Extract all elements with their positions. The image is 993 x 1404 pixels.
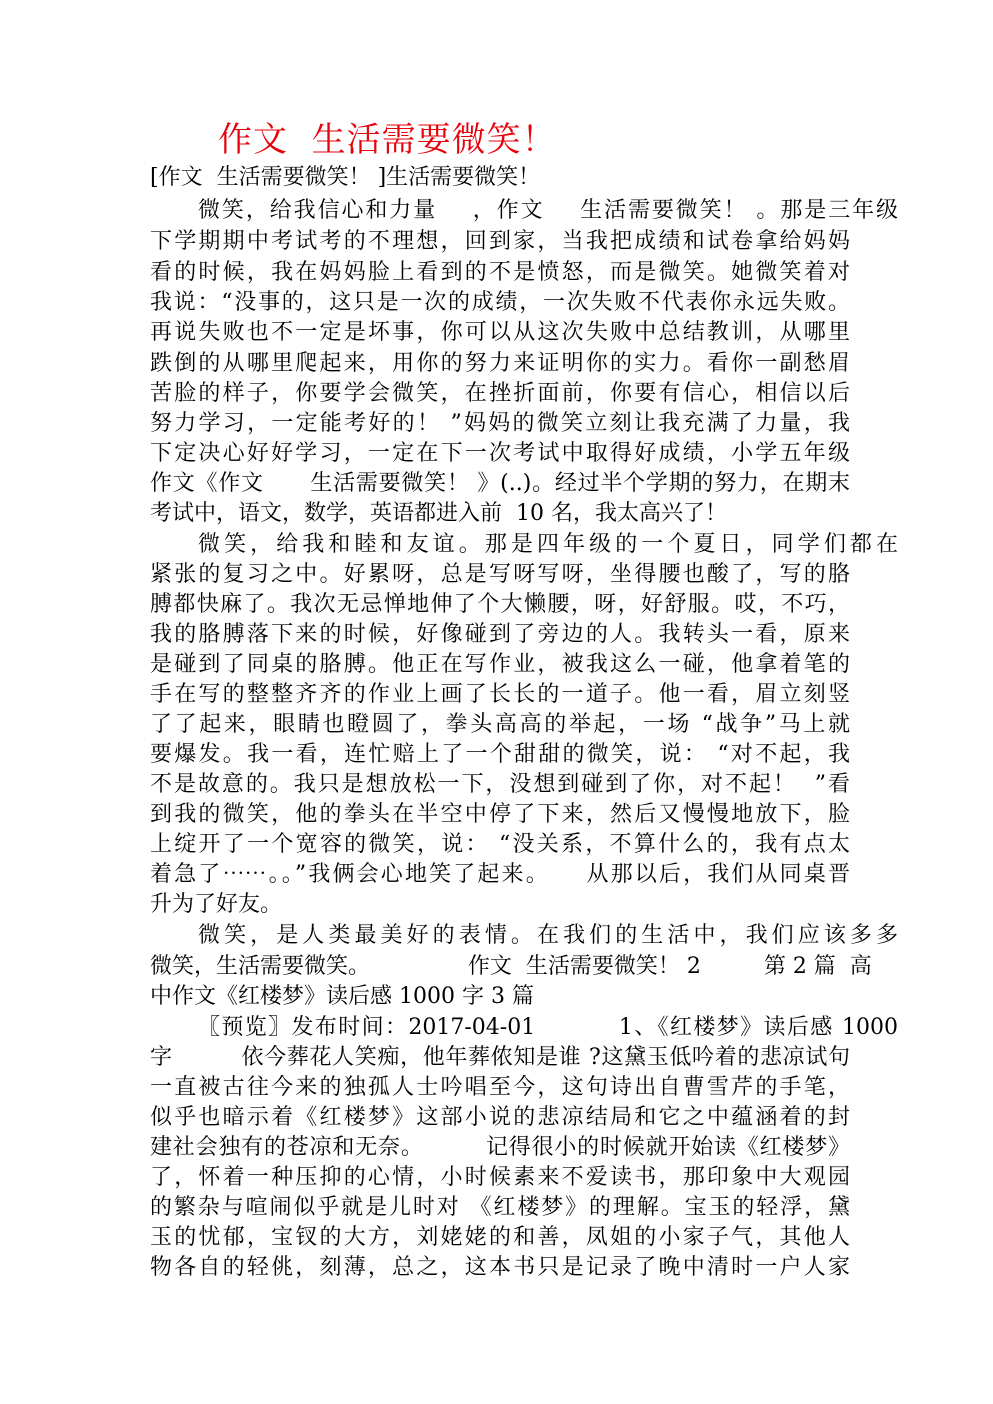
text-line: 不是故意的。我只是想放松一下，没想到碰到了你，对不起！ ”看 <box>150 772 850 797</box>
text-line: 上绽开了一个宽容的微笑，说： “没关系，不算什么的，我有点太 <box>150 832 850 857</box>
text-line: 作文《作文 生活需要微笑！ 》(..)。经过半个学期的努力，在期末 <box>150 471 850 496</box>
text-line: 跌倒的从哪里爬起来，用你的努力来证明你的实力。看你一副愁眉 <box>150 351 850 376</box>
text-line: 微笑，是人类最美好的表情。在我们的生活中，我们应该多多 <box>198 923 898 948</box>
text-line: 努力学习，一定能考好的！ ”妈妈的微笑立刻让我充满了力量，我 <box>150 411 850 436</box>
text-line: 字 依今葬花人笑痴，他年葬侬知是谁 ?这黛玉低吟着的悲凉试句 <box>150 1045 850 1070</box>
text-line: 建社会独有的苍凉和无奈。 记得很小的时候就开始读《红楼梦》 <box>150 1135 850 1160</box>
text-line: 的繁杂与喧闹似乎就是儿时对 《红楼梦》的理解。宝玉的轻浮，黛 <box>150 1195 850 1220</box>
text-line: 要爆发。我一看，连忙赔上了一个甜甜的微笑，说： “对不起，我 <box>150 742 850 767</box>
subtitle-line: [作文 生活需要微笑！ ]生活需要微笑！ <box>150 165 541 190</box>
text-line: 〖预览〗发布时间：2017-04-01 1、《红楼梦》读后感 1000 <box>198 1015 898 1040</box>
text-line: 到我的微笑，他的拳头在半空中停了下来，然后又慢慢地放下，脸 <box>150 802 850 827</box>
text-line: 玉的忧郁，宝钗的大方，刘姥姥的和善，凤姐的小家子气，其他人 <box>150 1225 850 1250</box>
text-line: 再说失败也不一定是坏事，你可以从这次失败中总结教训，从哪里 <box>150 320 850 345</box>
text-line: 我的胳膊落下来的时候，好像碰到了旁边的人。我转头一看，原来 <box>150 622 850 647</box>
text-line: 微笑，给我和睦和友谊。那是四年级的一个夏日，同学们都在 <box>198 532 898 557</box>
text-line: 膊都快麻了。我次无忌惮地伸了个大懒腰，呀，好舒服。哎，不巧， <box>150 592 850 617</box>
text-line: 我说：“没事的，这只是一次的成绩，一次失败不代表你永远失败。 <box>150 290 850 315</box>
text-line: 手在写的整整齐齐的作业上画了长长的一道子。他一看，眉立刻竖 <box>150 682 850 707</box>
text-line: 苦脸的样子，你要学会微笑，在挫折面前，你要有信心，相信以后 <box>150 381 850 406</box>
text-line: 是碰到了同桌的胳膊。他正在写作业，被我这么一碰，他拿着笔的 <box>150 652 850 677</box>
text-line: 下定决心好好学习，一定在下一次考试中取得好成绩，小学五年级 <box>150 441 850 466</box>
text-line: 了，怀着一种压抑的心情，小时候素来不爱读书，那印象中大观园 <box>150 1165 850 1190</box>
text-line: 一直被古往今来的独孤人士吟唱至今，这句诗出自曹雪芹的手笔， <box>150 1075 850 1100</box>
text-line: 下学期期中考试考的不理想，回到家，当我把成绩和试卷拿给妈妈 <box>150 229 850 254</box>
text-line: 微笑，给我信心和力量 ，作文 生活需要微笑！ 。那是三年级 <box>198 198 898 223</box>
text-line: 中作文《红楼梦》读后感 1000 字 3 篇 <box>150 984 534 1009</box>
text-line: 微笑，生活需要微笑。 作文 生活需要微笑！ 2 第 2 篇 高 <box>150 954 872 979</box>
text-line: 看的时候，我在妈妈脸上看到的不是愤怒，而是微笑。她微笑着对 <box>150 260 850 285</box>
text-line: 紧张的复习之中。好累呀，总是写呀写呀，坐得腰也酸了，写的胳 <box>150 562 850 587</box>
text-line: 着急了⋯⋯。。”我俩会心地笑了起来。 从那以后，我们从同桌晋 <box>150 862 850 887</box>
text-line: 了了起来，眼睛也瞪圆了，拳头高高的举起，一场 “战争”马上就 <box>150 712 850 737</box>
text-line: 考试中，语文，数学，英语都进入前 10 名，我太高兴了！ <box>150 501 727 526</box>
text-line: 似乎也暗示着《红楼梦》这部小说的悲凉结局和它之中蕴涵着的封 <box>150 1105 850 1130</box>
text-line: 升为了好友。 <box>150 892 283 917</box>
document-title: 作文 生活需要微笑！ <box>218 120 557 160</box>
text-line: 物各自的轻佻，刻薄，总之，这本书只是记录了晚中清时一户人家 <box>150 1255 850 1280</box>
